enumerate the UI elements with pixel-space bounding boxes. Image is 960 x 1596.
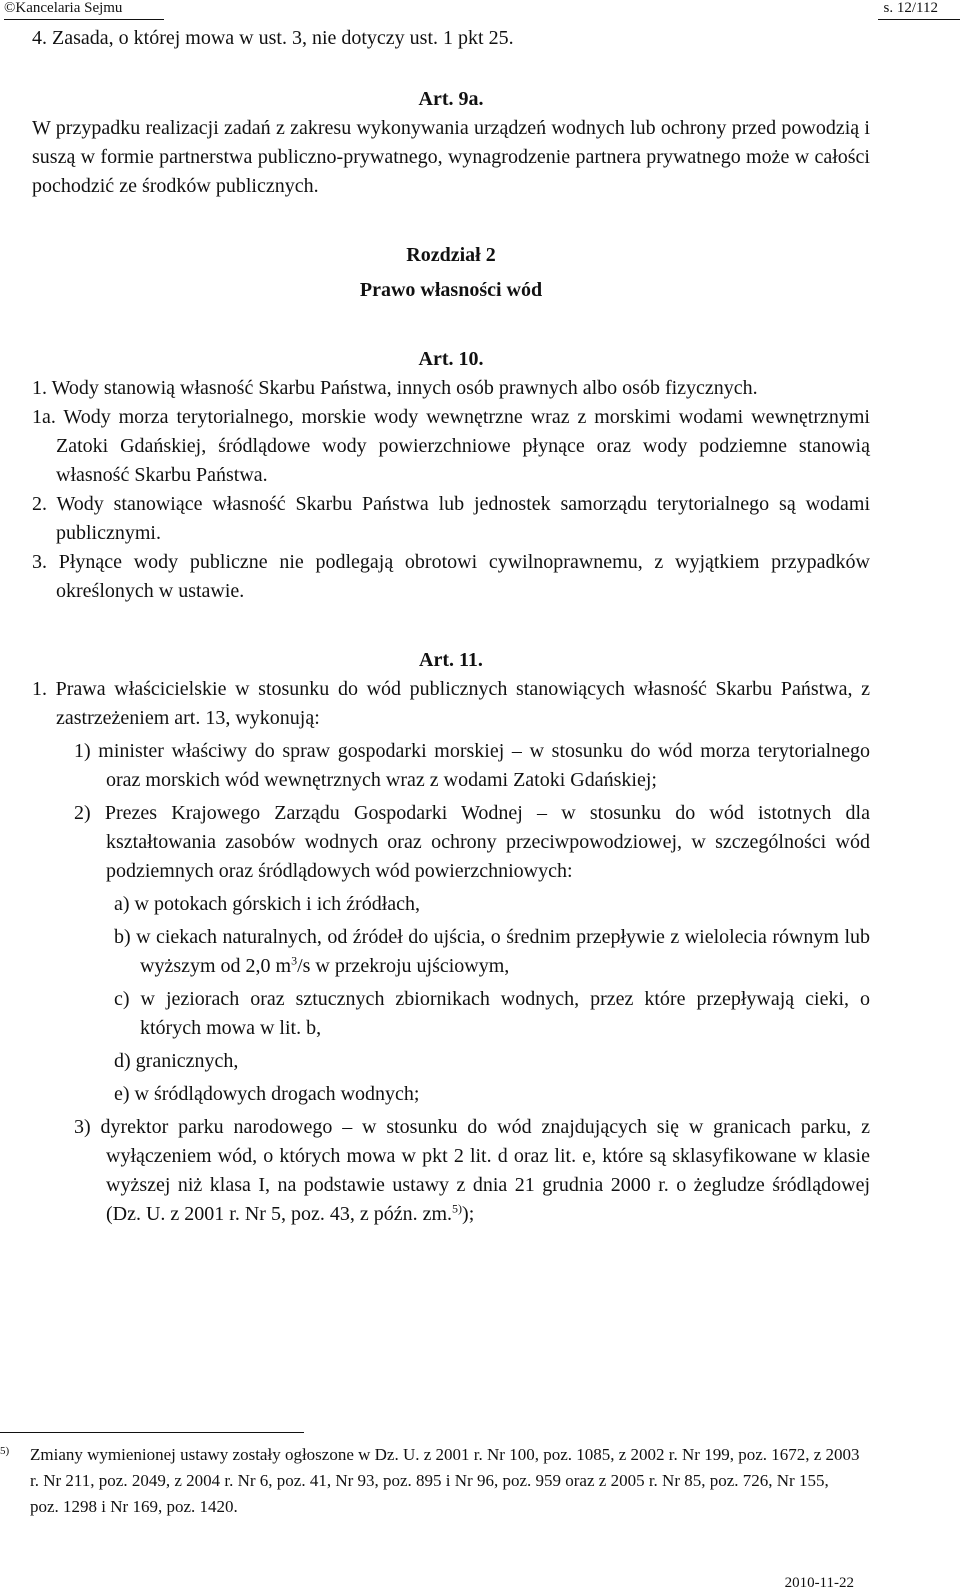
document-body xyxy=(32,24,870,1229)
header-source xyxy=(4,0,122,17)
intro-point: 4. Zasada, o której mowa w ust. 3, nie dotyczy ust. 1 pkt 25. xyxy=(32,27,514,49)
footnote-mark: 5) xyxy=(0,1445,10,1457)
art-11-title: Art. 11. xyxy=(419,649,483,671)
art-10-para-1: 1. Wody stanowią własność Skarbu Państwa, innych osób prawnych albo osób fizycznych. xyxy=(32,377,758,399)
lit-b-superscript: 3 xyxy=(291,953,298,968)
lit-b-text-end: /s w przekroju ujściowym, xyxy=(297,955,510,977)
art-11-lit-c: c) w jeziorach oraz sztucznych zbiornikach wodnych, przez które przepływają cieki, o których mowa w lit. b, xyxy=(114,988,870,1039)
footnote-ref: 5) xyxy=(452,1201,463,1216)
art-10-para-1a: 1a. Wody morza terytorialnego, morskie wody wewnętrzne wraz z morskimi wodami wewnętrznymi Zatoki Gdańskiej, śródlądowe wody powierzchniowe płynące oraz wody podziemne stanowią własność Skarbu Państwa. xyxy=(32,406,870,486)
art-11-lit-b xyxy=(32,923,870,981)
art-10-para-2: 2. Wody stanowiące własność Skarbu Państwa lub jednostek samorządu terytorialnego są wodami publicznymi. xyxy=(32,493,870,544)
art-9a-text: W przypadku realizacji zadań z zakresu wykonywania urządzeń wodnych lub ochrony przed powodzią i suszą w formie partnerstwa publiczno-prywatnego, wynagrodzenie partnera prywatnego może w całości pochodzić ze środków publicznych. xyxy=(32,117,870,197)
header-page-number: s. 12/112 xyxy=(883,0,938,16)
point-3-text: 3) dyrektor parku narodowego – w stosunku do wód znajdujących się w granicach parku, z wyłączeniem wód, o których mowa w pkt 2 lit. d oraz lit. e, które są sklasyfikowane w klasie wyższej niż klasa I, na podstawie ustawy z dnia 21 grudnia 2000 r. o żegludze śródlądowej (Dz. U. z 2001 r. Nr 5, poz. 43, z późn. zm. xyxy=(74,1116,870,1225)
art-11-lit-e: e) w śródlądowych drogach wodnych; xyxy=(114,1083,420,1105)
art-9a-title: Art. 9a. xyxy=(418,88,484,110)
lit-b-text: b) w ciekach naturalnych, od źródeł do ujścia, o średnim przepływie z wielolecia równym lub wyższym od 2,0 m xyxy=(114,926,870,977)
chapter-number: Rozdział 2 xyxy=(406,244,496,266)
footnote-text: Zmiany wymienionej ustawy zostały ogłoszone w Dz. U. z 2001 r. Nr 100, poz. 1085, z 2002 r. Nr 199, poz. 1672, z 2003 r. Nr 211, poz. 2049, z 2004 r. Nr 6, poz. 41, Nr 93, poz. 895 i Nr 96, poz. 959 oraz z 2005 r. Nr 85, poz. 726, Nr 155, poz. 1298 i Nr 169, poz. 1420. xyxy=(30,1445,860,1516)
art-11-point-3 xyxy=(32,1113,870,1229)
point-3-text-end: ); xyxy=(462,1203,475,1225)
art-10-para-3: 3. Płynące wody publiczne nie podlegają obrotowi cywilnoprawnemu, z wyjątkiem przypadków określonych w ustawie. xyxy=(32,551,870,602)
chapter-title: Prawo własności wód xyxy=(359,279,543,301)
header-right-rule xyxy=(878,19,960,20)
art-10-title: Art. 10. xyxy=(418,348,484,370)
header-page xyxy=(884,0,938,17)
header-source-text: ©Kancelaria Sejmu xyxy=(4,0,123,16)
footnote-separator xyxy=(0,1432,304,1433)
art-11-para-1: 1. Prawa właścicielskie w stosunku do wód publicznych stanowiących własność Skarbu Państwa, z zastrzeżeniem art. 13, wykonują: xyxy=(32,678,870,729)
art-11-lit-a: a) w potokach górskich i ich źródłach, xyxy=(114,893,421,915)
art-11-lit-d: d) granicznych, xyxy=(114,1050,239,1072)
art-11-point-1: 1) minister właściwy do spraw gospodarki morskiej – w stosunku do wód morza terytorialnego oraz morskich wód wewnętrznych wraz z wodami Zatoki Gdańskiej; xyxy=(74,740,870,791)
art-11-point-2: 2) Prezes Krajowego Zarządu Gospodarki Wodnej – w stosunku do wód istotnych dla kształtowania zasobów wodnych oraz ochrony przeciwpowodziowej, w szczególności wód podziemnych oraz śródlądowych wód powierzchniowych: xyxy=(74,802,870,882)
header-left-rule xyxy=(4,19,164,20)
footer-date: 2010-11-22 xyxy=(784,1575,854,1591)
footnote xyxy=(0,1442,860,1520)
